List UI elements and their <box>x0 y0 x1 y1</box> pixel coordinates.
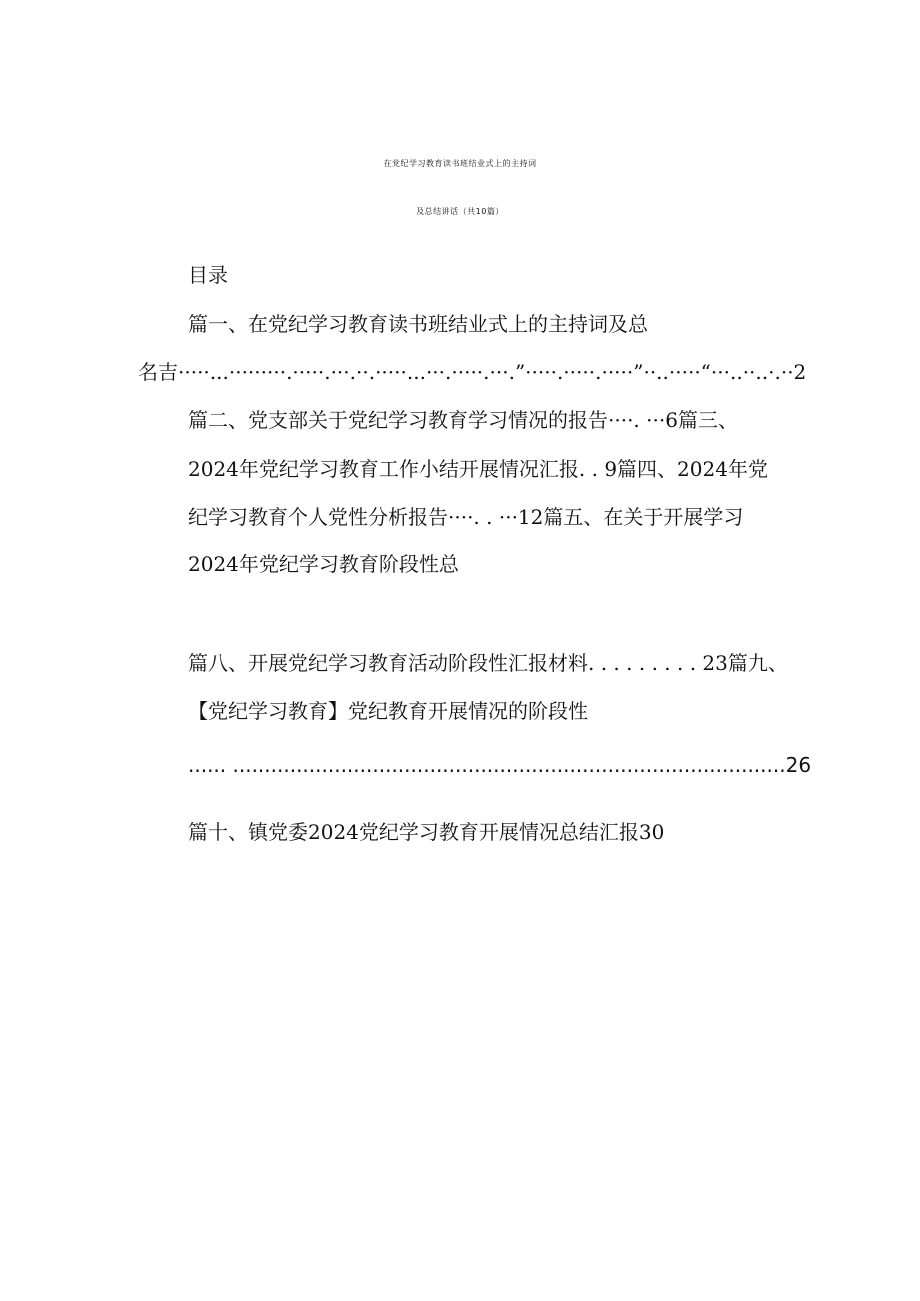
toc-line-9: ...... .......................................................................................26 <box>188 753 812 777</box>
toc-line-1: 篇一、在党纪学习教育读书班结业式上的主持词及总 <box>188 312 648 336</box>
toc-label: 目录 <box>188 263 228 287</box>
toc-line-4: 2024年党纪学习教育工作小结开展情况汇报. . 9篇四、2024年党 <box>188 457 768 481</box>
toc-line-5: 纪学习教育个人党性分析报告····. . ···12篇五、在关于开展学习 <box>188 505 744 529</box>
toc-line-2: 名吉·····...·········.·····.···.··.·····...···.·····.···.”·····.·····.·····”··..·····“···..··..·.··2 <box>138 360 807 384</box>
toc-line-8: 【党纪学习教育】党纪教育开展情况的阶段性 <box>188 699 588 723</box>
toc-line-10: 篇十、镇党委2024党纪学习教育开展情况总结汇报30 <box>188 820 665 844</box>
toc-line-3: 篇二、党支部关于党纪学习教育学习情况的报告····. ···6篇三、 <box>188 408 738 432</box>
document-title-line-2: 及总结讲话（共10篇） <box>416 207 504 216</box>
document-title-line-1: 在党纪学习教育读书班结业式上的主持词 <box>383 159 537 168</box>
toc-line-7: 篇八、开展党纪学习教育活动阶段性汇报材料. . . . . . . . . 23篇九、 <box>188 651 788 675</box>
toc-line-6: 2024年党纪学习教育阶段性总 <box>188 552 459 576</box>
